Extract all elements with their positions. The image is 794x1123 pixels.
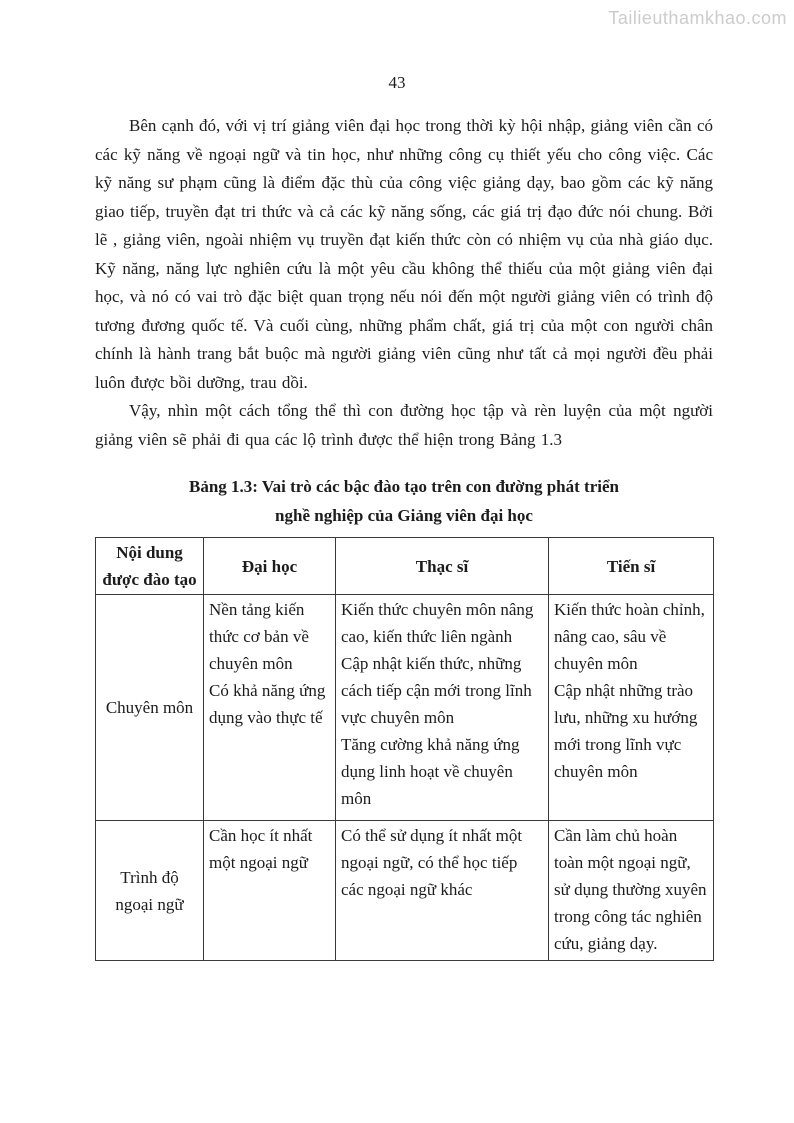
column-header-thac-si: Thạc sĩ <box>336 538 549 595</box>
cell-ngoai-ngu-tien-si <box>549 821 714 961</box>
table-caption <box>95 473 713 530</box>
cell-ngoai-ngu-thac-si <box>336 821 549 961</box>
table-row-trinh-do-ngoai-ngu <box>96 821 714 961</box>
cell-chuyen-mon-dai-hoc <box>204 595 336 821</box>
content-area <box>95 112 713 961</box>
paragraph-summary: Vậy, nhìn một cách tổng thể thì con đường học tập và rèn luyện của một người giảng viên sẽ phải đi qua các lộ trình được thể hiện trong Bảng 1.3 <box>95 401 713 449</box>
table-bang-1-3 <box>95 537 714 961</box>
table-row-chuyen-mon <box>96 595 714 821</box>
row-label-chuyen-mon: Chuyên môn <box>96 595 204 821</box>
table-caption-line-2: nghề nghiệp của Giảng viên đại học <box>275 505 533 525</box>
cell-text: Cập nhật những trào lưu, những xu hướng mới trong lĩnh vực chuyên môn <box>554 681 698 781</box>
column-header-dai-hoc: Đại học <box>204 538 336 595</box>
cell-text: Cần học ít nhất một ngoại ngữ <box>209 826 313 872</box>
cell-ngoai-ngu-dai-hoc <box>204 821 336 961</box>
table-header-row <box>96 538 714 595</box>
cell-chuyen-mon-thac-si <box>336 595 549 821</box>
watermark-site-label: Tailieuthamkhao.com <box>608 8 787 28</box>
column-header-noi-dung-duoc-dao-tao: Nội dung được đào tạo <box>96 538 204 595</box>
cell-text: Cần làm chủ hoàn toàn một ngoại ngữ, sử dụng thường xuyên trong công tác nghiên cứu, giảng dạy. <box>554 826 707 953</box>
column-header-tien-si: Tiến sĩ <box>549 538 714 595</box>
row-label-trinh-do-ngoai-ngu: Trình độ ngoại ngữ <box>96 821 204 961</box>
cell-text: Kiến thức chuyên môn nâng cao, kiến thức liên ngành <box>341 600 534 646</box>
paragraph-skills: Bên cạnh đó, với vị trí giảng viên đại học trong thời kỳ hội nhập, giảng viên cần có các kỹ năng về ngoại ngữ và tin học, như những công cụ thiết yếu cho công việc. Các kỹ năng sư phạm cũng là điểm đặc thù của công việc giảng dạy, bao gồm các kỹ năng giao tiếp, truyền đạt tri thức và cả các kỹ năng sống, các giá trị đạo đức nói chung. Bởi lẽ , giảng viên, ngoài nhiệm vụ truyền đạt kiến thức còn có nhiệm vụ của nhà giáo dục. Kỹ năng, năng lực nghiên cứu là một yêu cầu không thể thiếu của một giảng viên đại học, và nó có vai trò đặc biệt quan trọng nếu nói đến một người giảng viên có trình độ tương đương quốc tế. Và cuối cùng, những phẩm chất, giá trị của một con người chân chính là hành trang bắt buộc mà người giảng viên cũng như tất cả mọi người đều phải luôn được bồi dưỡng, trau dồi. <box>95 116 713 392</box>
cell-text: Tăng cường khả năng ứng dụng linh hoạt về chuyên môn <box>341 735 520 808</box>
table-caption-line-1: Bảng 1.3: Vai trò các bậc đào tạo trên con đường phát triển <box>189 477 619 496</box>
cell-chuyen-mon-tien-si <box>549 595 714 821</box>
cell-text: Có khả năng ứng dụng vào thực tế <box>209 681 326 727</box>
page-number: 43 <box>388 73 406 92</box>
cell-text: Kiến thức hoàn chỉnh, nâng cao, sâu về chuyên môn <box>554 600 705 673</box>
cell-text: Có thể sử dụng ít nhất một ngoại ngữ, có thể học tiếp các ngoại ngữ khác <box>341 826 523 899</box>
cell-text: Cập nhật kiến thức, những cách tiếp cận mới trong lĩnh vực chuyên môn <box>341 654 532 727</box>
cell-text: Nền tảng kiến thức cơ bản về chuyên môn <box>209 600 309 673</box>
